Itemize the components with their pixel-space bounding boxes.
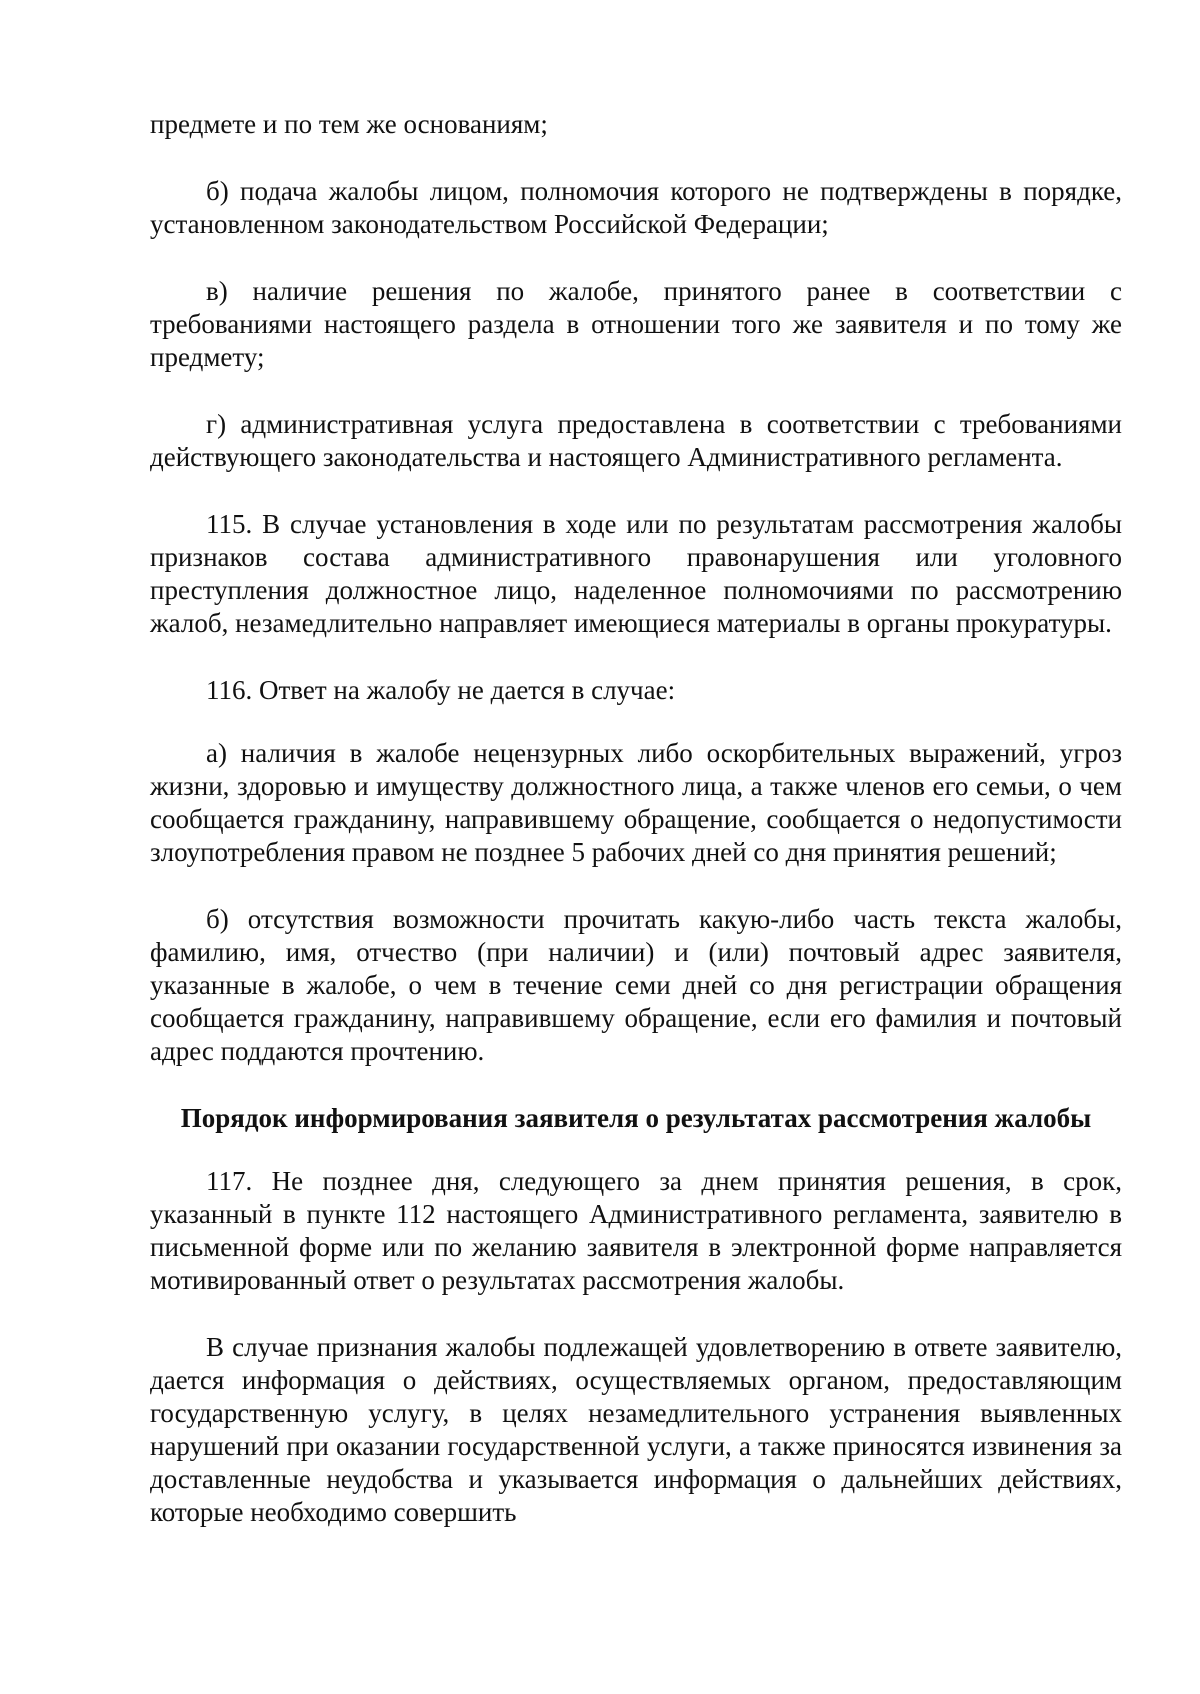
paragraph-116: 116. Ответ на жалобу не дается в случае: xyxy=(206,675,676,705)
paragraph-117-continued: В случае признания жалобы подлежащей удовлетворению в ответе заявителю, дается информация о действиях, осуществляемых органом, предоставляющим государственную услугу, в целях незамедлительного устранения выявленных нарушений при оказании государственной услуги, а также приносятся извинения за доставленные неудобства и указывается информация о дальнейших действиях, которые необходимо совершить xyxy=(150,1332,1122,1527)
document-page xyxy=(150,108,1122,1563)
paragraph-item-v: в) наличие решения по жалобе, принятого ранее в соответствии с требованиями настоящего раздела в отношении того же заявителя и по тому же предмету; xyxy=(150,276,1122,372)
paragraph-115: 115. В случае установления в ходе или по результатам рассмотрения жалобы признаков состава административного правонарушения или уголовного преступления должностное лицо, наделенное полномочиями по рассмотрению жалоб, незамедлительно направляет имеющиеся материалы в органы прокуратуры. xyxy=(150,509,1122,638)
paragraph-117: 117. Не позднее дня, следующего за днем принятия решения, в срок, указанный в пункте 112 настоящего Административного регламента, заявителю в письменной форме или по желанию заявителя в электронной форме направляется мотивированный ответ о результатах рассмотрения жалобы. xyxy=(150,1166,1122,1295)
paragraph-continuation: предмете и по тем же основаниям; xyxy=(150,109,548,139)
paragraph-item-g: г) административная услуга предоставлена в соответствии с требованиями действующего законодательства и настоящего Административного регламента. xyxy=(150,409,1122,472)
paragraph-116-item-a: а) наличия в жалобе нецензурных либо оскорбительных выражений, угроз жизни, здоровью и имуществу должностного лица, а также членов его семьи, о чем сообщается гражданину, направившему обращение, сообщается о недопустимости злоупотребления правом не позднее 5 рабочих дней со дня принятия решений; xyxy=(150,738,1122,867)
paragraph-116-item-b: б) отсутствия возможности прочитать какую-либо часть текста жалобы, фамилию, имя, отчество (при наличии) и (или) почтовый адрес заявителя, указанные в жалобе, о чем в течение семи дней со дня регистрации обращения сообщается гражданину, направившему обращение, если его фамилия и почтовый адрес поддаются прочтению. xyxy=(150,904,1122,1066)
section-heading: Порядок информирования заявителя о результатах рассмотрения жалобы xyxy=(180,1103,1092,1133)
paragraph-item-b: б) подача жалобы лицом, полномочия которого не подтверждены в порядке, установленном законодательством Российской Федерации; xyxy=(150,176,1122,239)
